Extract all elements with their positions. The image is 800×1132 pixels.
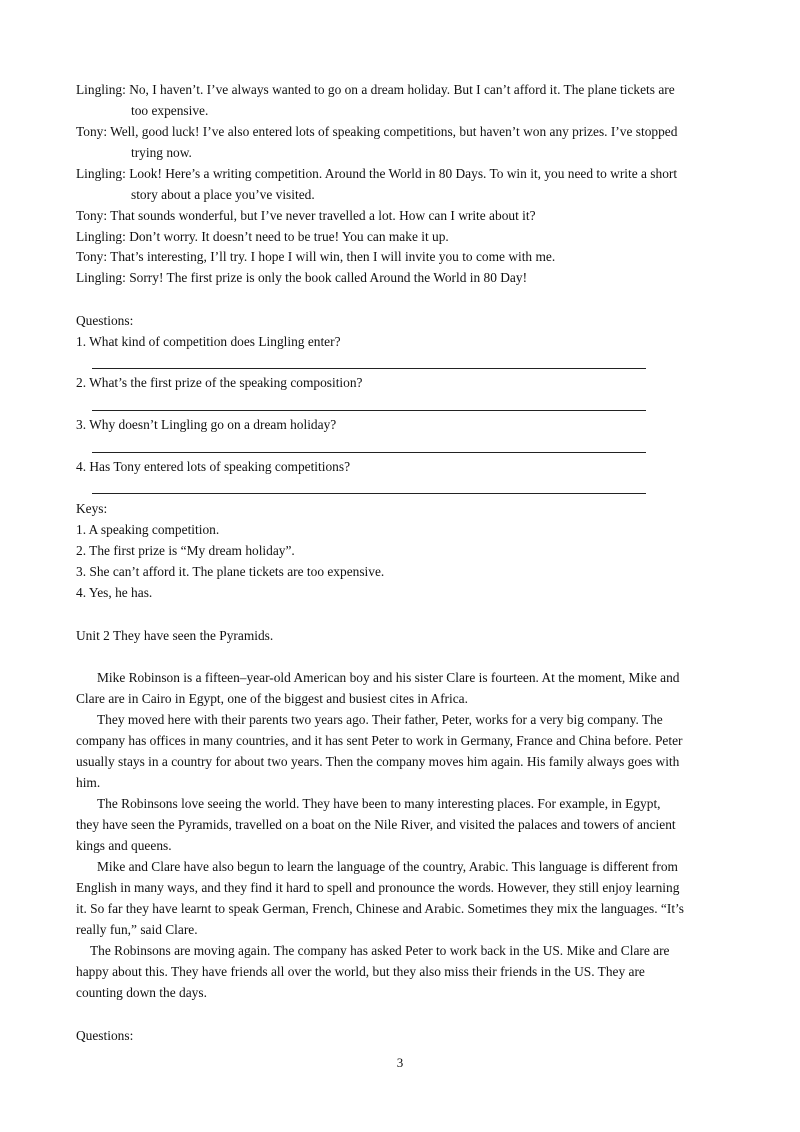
- dialogue-line: Lingling: Look! Here’s a writing competition. Around the World in 80 Days. To win it, you need to write a short: [76, 166, 678, 181]
- dialogue-line: trying now.: [131, 145, 192, 160]
- question-item: 1. What kind of competition does Lingling enter?: [76, 334, 341, 349]
- dialogue-line: too expensive.: [131, 103, 209, 118]
- dialogue-line: Lingling: No, I haven’t. I’ve always wanted to go on a dream holiday. But I can’t afford it. The plane tickets are: [76, 82, 675, 97]
- passage-line: Clare are in Cairo in Egypt, one of the biggest and busiest cites in Africa.: [76, 691, 468, 706]
- passage-line: they have seen the Pyramids, travelled on a boat on the Nile River, and visited the palaces and towers of ancient: [76, 817, 676, 832]
- answer-line[interactable]: [92, 368, 646, 369]
- answer-line[interactable]: [92, 493, 646, 494]
- passage-line: counting down the days.: [76, 985, 207, 1000]
- passage-line: Mike Robinson is a fifteen–year-old American boy and his sister Clare is fourteen. At the moment, Mike and: [97, 670, 680, 685]
- passage-line: it. So far they have learnt to speak German, French, Chinese and Arabic. Sometimes they mix the languages. “It’s: [76, 901, 684, 916]
- key-item: 3. She can’t afford it. The plane tickets are too expensive.: [76, 564, 385, 579]
- keys-heading: Keys:: [76, 501, 108, 516]
- key-item: 2. The first prize is “My dream holiday”.: [76, 543, 295, 558]
- passage-line: kings and queens.: [76, 838, 172, 853]
- page-number: 3: [396, 1055, 404, 1070]
- unit-title: Unit 2 They have seen the Pyramids.: [76, 628, 274, 643]
- passage-line: really fun,” said Clare.: [76, 922, 198, 937]
- passage-line: usually stays in a country for about two years. Then the company moves him again. His family always goes with: [76, 754, 680, 769]
- passage-line: happy about this. They have friends all over the world, but they also miss their friends in the US. They are: [76, 964, 645, 979]
- question-item: 4. Has Tony entered lots of speaking competitions?: [76, 459, 351, 474]
- questions-heading-2: Questions:: [76, 1028, 134, 1043]
- passage-line: Mike and Clare have also begun to learn the language of the country, Arabic. This language is different from: [97, 859, 678, 874]
- key-item: 4. Yes, he has.: [76, 585, 153, 600]
- dialogue-line: Tony: Well, good luck! I’ve also entered lots of speaking competitions, but haven’t won any prizes. I’ve stopped: [76, 124, 678, 139]
- passage-line: The Robinsons love seeing the world. They have been to many interesting places. For example, in Egypt,: [97, 796, 661, 811]
- dialogue-line: story about a place you’ve visited.: [131, 187, 315, 202]
- question-item: 2. What’s the first prize of the speaking composition?: [76, 375, 363, 390]
- answer-line[interactable]: [92, 452, 646, 453]
- questions-heading: Questions:: [76, 313, 134, 328]
- answer-line[interactable]: [92, 410, 646, 411]
- dialogue-line: Tony: That’s interesting, I’ll try. I hope I will win, then I will invite you to come with me.: [76, 249, 556, 264]
- passage-line: company has offices in many countries, and it has sent Peter to work in Germany, France and China before. Peter: [76, 733, 683, 748]
- key-item: 1. A speaking competition.: [76, 522, 220, 537]
- dialogue-line: Tony: That sounds wonderful, but I’ve never travelled a lot. How can I write about it?: [76, 208, 536, 223]
- passage-line: English in many ways, and they find it hard to spell and pronounce the words. However, they still enjoy learning: [76, 880, 680, 895]
- passage-line: him.: [76, 775, 101, 790]
- dialogue-line: Lingling: Sorry! The first prize is only the book called Around the World in 80 Day!: [76, 270, 528, 285]
- dialogue-line: Lingling: Don’t worry. It doesn’t need to be true! You can make it up.: [76, 229, 449, 244]
- passage-line: The Robinsons are moving again. The company has asked Peter to work back in the US. Mike and Clare are: [90, 943, 670, 958]
- question-item: 3. Why doesn’t Lingling go on a dream holiday?: [76, 417, 337, 432]
- passage-line: They moved here with their parents two years ago. Their father, Peter, works for a very big company. The: [97, 712, 663, 727]
